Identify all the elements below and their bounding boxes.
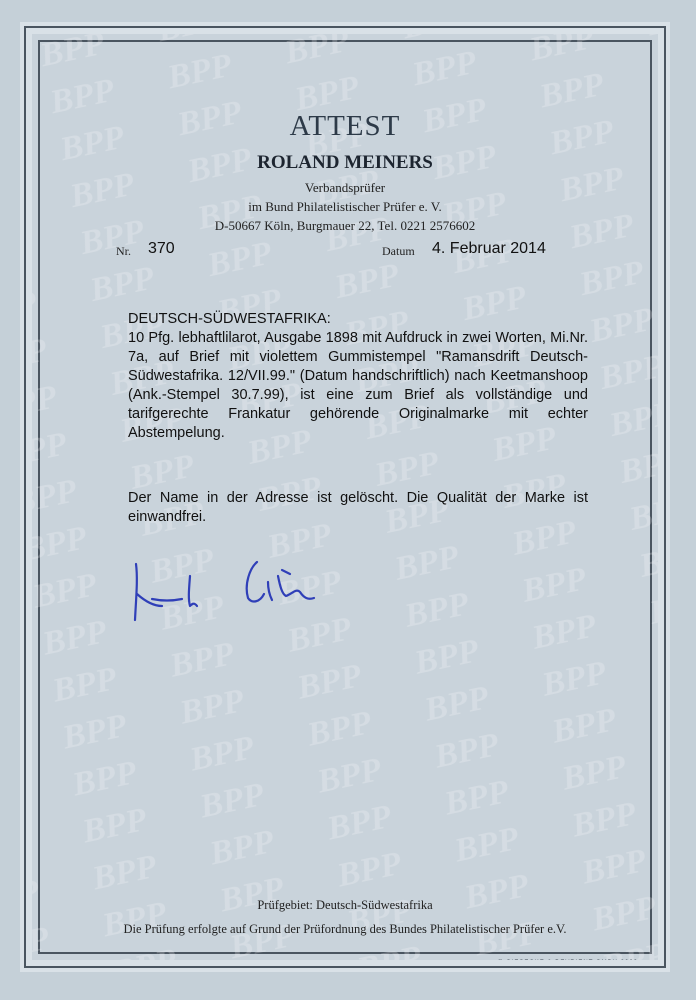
nr-label: Nr. [116,244,131,258]
datum-value: 4. Februar 2014 [432,240,546,257]
certificate-title: ATTEST [289,110,401,142]
printer-imprint: © GIESECKE & DEVRIENT GMBH 2002 [497,960,638,966]
quality-paragraph: Der Name in der Adresse ist gelöscht. Die Qualität der Marke ist einwandfrei. [128,490,588,525]
datum-label: Datum [382,244,415,258]
address-line: D-50667 Köln, Burgmauer 22, Tel. 0221 2576602 [214,218,476,233]
stamp-country-heading: DEUTSCH-SÜDWESTAFRIKA: [128,311,331,327]
nr-value: 370 [148,240,175,257]
certificate-frame [20,22,670,972]
examiner-name: ROLAND MEINERS [257,152,433,173]
handwritten-signature [132,554,332,624]
pruefordnung-line: Die Prüfung erfolgte auf Grund der Prüfordnung des Bundes Philatelistischer Prüfer e.V. [123,922,567,936]
pruefgebiet-line: Prüfgebiet: Deutsch-Südwestafrika [257,898,433,912]
association-line: im Bund Philatelistischer Prüfer e. V. [248,199,442,214]
examiner-role: Verbandsprüfer [304,180,386,195]
description-paragraph: 10 Pfg. lebhaftlilarot, Ausgabe 1898 mit Aufdruck in zwei Worten, Mi.Nr. 7a, auf Brief mit violettem Gummistempel "Ramansdrift Deutsch-Südwestafrika. 12/VII.99." (Datum handschriftlich) nach Keetmanshoop (Ank.-Stempel 30.7.99), ist eine zum Brief als vollständige und tarifgerechte Frankatur gehörende Originalmarke mit echter Abstempelung. [128,330,588,441]
